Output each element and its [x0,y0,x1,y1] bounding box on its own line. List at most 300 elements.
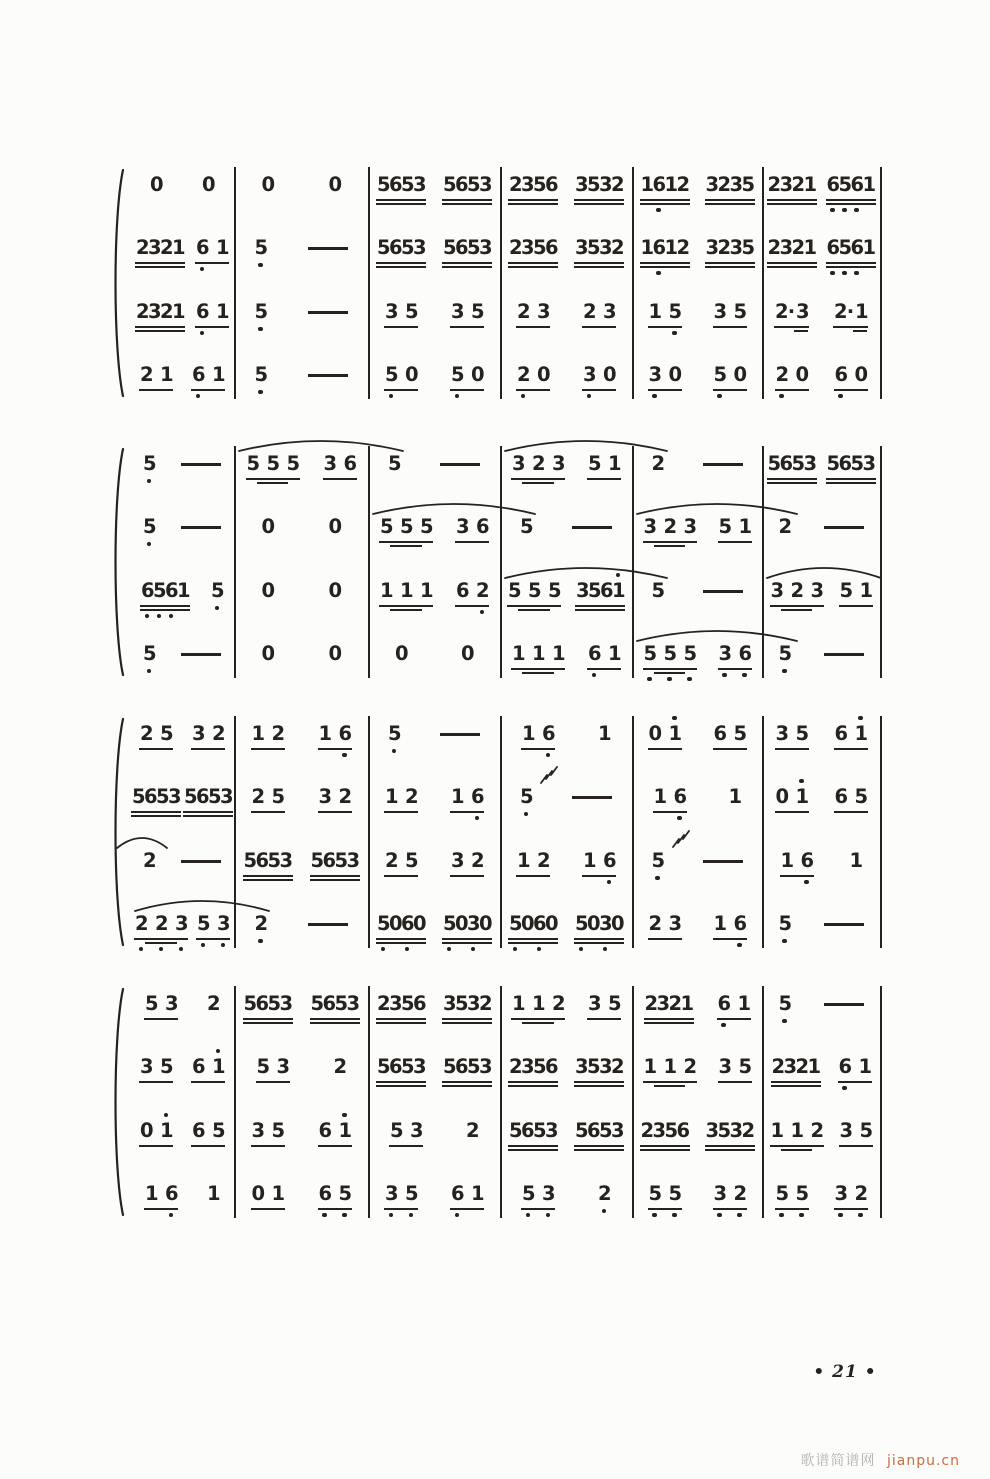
note-digit: 1 [738,515,753,538]
duration-dash [824,642,864,666]
note-digit: 6 [713,722,728,745]
beat-group [522,722,554,746]
duration-dash [824,912,864,936]
slur-tie-arc [134,896,270,912]
note-digit: 2 [509,236,523,259]
beam-underline [450,811,484,813]
beam-underline [574,1149,624,1151]
note-digit: 6 [676,1119,691,1142]
beam-underline [134,938,188,940]
dash-line [824,923,864,926]
note-digit: 5 [741,173,756,196]
beam-underline [251,811,285,813]
note-digit: 3 [810,579,825,602]
note-digit: 5 [243,992,258,1015]
beat-group [319,1182,351,1206]
beat-group [775,300,808,324]
octave-dot-below [471,947,475,951]
note-digit: 0 [140,1119,154,1142]
watermark-site-name: 歌谱简谱网 [800,1453,876,1469]
beat-group [244,992,292,1016]
note-digit: 3 [479,173,493,196]
measure [130,722,234,746]
note-digit: 6 [476,515,490,538]
beat-group [211,579,223,603]
measure [368,300,500,324]
beat-group [652,849,664,873]
note-digit: 5 [400,515,414,538]
note-digit: 5 [588,452,602,475]
beam-underline [246,478,300,480]
beam-underline [389,1145,423,1147]
measure [762,785,880,809]
beat-group [641,236,689,260]
note-digit: 6 [587,1119,601,1142]
note-digit: 3 [148,236,162,259]
beam-underline [826,482,876,484]
measure [130,300,234,324]
octave-dot-below [717,1213,721,1217]
note-digit: 5 [211,579,223,603]
beat-group [319,785,351,809]
octave-dot-below [830,271,834,275]
octave-dot-below [842,1086,846,1090]
note-digit: 2 [160,236,174,259]
beat-group [145,1182,177,1206]
note-digit: 5 [717,1119,732,1142]
note-digit: 6 [165,579,177,603]
octave-dot-below [656,208,660,212]
beat-group [197,912,229,936]
beam-underline [648,748,682,750]
octave-dot-below [169,1213,173,1217]
note-digit: 2 [405,785,419,808]
note-digit: 1 [612,579,624,603]
note-digit: 6 [255,992,270,1015]
measure [762,642,880,666]
measure [500,785,632,809]
octave-dot-above [672,716,676,720]
barline [880,446,882,678]
measure [130,642,234,666]
measure [500,173,632,197]
octave-dot-below [782,669,786,673]
note-digit: 5 [791,452,806,475]
dash-line [824,526,864,529]
beam-underline [781,609,812,611]
note-digit: 5 [197,912,209,936]
note-digit: 0 [471,363,485,386]
dash-line [572,526,612,529]
note-digit: 3 [611,1119,625,1142]
beat-group [207,1182,219,1206]
note-digit: 2 [212,722,226,745]
beat-group [776,785,808,809]
beam-underline [442,1022,492,1024]
note-digit: 2 [611,173,625,196]
beam-underline [770,1145,824,1147]
beam-underline [508,938,558,940]
beat-group [768,452,816,476]
octave-dot-below [409,1213,413,1217]
octave-dot-below [537,947,541,951]
note-digit: 5 [286,452,301,475]
note-digit: 3 [649,363,661,387]
measure [234,452,368,476]
measure [368,1119,500,1143]
note-digit: 1 [212,363,226,386]
duration-dash [308,912,348,936]
note-digit: 3 [775,722,790,745]
note-digit: 0 [775,785,790,808]
note-digit: 5 [684,642,696,666]
beam-underline [195,326,229,328]
measure [368,912,500,936]
note-digit: 1 [648,300,663,323]
note-digit: 3 [779,236,794,259]
note-digit: 2 [583,300,597,323]
note-digit: 5 [390,1119,404,1142]
beat-group [329,579,341,603]
note-digit: 5 [520,785,532,809]
measure [762,992,880,1016]
note-digit: 1 [780,849,795,872]
beam-underline [318,1145,352,1147]
beat-group [192,1055,224,1079]
note-digit: 1 [271,1182,286,1205]
beat-group [583,363,615,387]
beam-underline [794,330,808,332]
note-digit: 2 [776,363,788,387]
note-digit: 1 [796,785,808,809]
note-digit: 5 [796,1182,808,1206]
octave-dot-below [147,542,151,546]
note-digit: 3 [346,849,361,872]
note-digit: 3 [652,1119,667,1142]
note-digit: 5 [776,1182,788,1206]
note-digit: 6 [389,236,403,259]
beam-underline [705,199,755,201]
beam-underline [705,262,755,264]
beam-underline [767,266,817,268]
beat-group [835,1182,867,1206]
note-digit: 2 [160,300,174,323]
beam-underline [243,1022,293,1024]
measure [234,1055,368,1079]
beat-group [456,515,488,539]
music-system-1 [130,173,880,405]
octave-dot-below [258,939,262,943]
measure [632,515,762,539]
note-digit: 3 [545,1119,559,1142]
note-digit: 6 [196,236,208,260]
note-digit: 5 [779,992,791,1016]
beat-group [517,300,549,324]
note-digit: 1 [172,300,186,323]
note-digit: 5 [669,1182,681,1206]
beam-underline [643,1081,697,1083]
note-digit: 6 [674,785,686,809]
beam-underline [251,1145,285,1147]
beat-group [714,300,746,324]
note-digit: 5 [733,722,748,745]
beam-underline [718,541,752,543]
beat-group [385,1182,417,1206]
beam-underline [574,203,624,205]
beat-group [840,579,872,603]
note-digit: 3 [705,236,720,259]
beam-underline [195,262,229,264]
beat-group [377,173,425,197]
beat-group [771,1119,823,1143]
octave-dot-below [258,327,262,331]
octave-dot-below [603,947,607,951]
beam-underline [442,262,492,264]
beam-underline [771,1085,821,1087]
note-digit: 1 [859,579,874,602]
note-digit: 3 [148,300,162,323]
note-digit: 6 [255,849,270,872]
beat-group [385,300,417,324]
note-digit: 5 [405,300,419,323]
slur-tie-arc [766,563,882,579]
note-digit: 3 [862,452,877,475]
note-digit: 6 [734,912,746,936]
note-digit: 5 [443,236,457,259]
note-digit: 3 [318,785,333,808]
beam-underline [516,875,550,877]
octave-dot-below [221,943,225,947]
note-digit: 3 [279,992,294,1015]
note-digit: 5 [839,236,851,260]
beat-group [262,579,274,603]
beat-group [252,1182,284,1206]
beam-underline [139,1145,173,1147]
note-digit: 3 [643,515,658,538]
tremolo-mark [671,830,695,848]
octave-dot-below [179,947,183,951]
note-digit: 3 [413,173,427,196]
beam-underline [522,672,553,674]
octave-dot-below [392,749,396,753]
measure [130,1182,234,1206]
beam-underline [379,605,433,607]
octave-dot-below [405,947,409,951]
beat-group [150,173,162,197]
measure [368,363,500,387]
octave-dot-below [672,331,676,335]
note-digit: 2 [741,1119,756,1142]
beam-underline [140,605,190,607]
measure [500,992,632,1016]
beat-group [143,849,155,873]
note-digit: 5 [854,785,869,808]
beam-underline [648,938,682,940]
beat-group [451,300,483,324]
note-digit: 5 [588,579,602,602]
octave-dot-below [215,606,219,610]
note-digit: 3 [521,173,535,196]
note-digit: 2 [338,785,353,808]
note-digit: 5 [271,1119,286,1142]
beam-underline [718,668,752,670]
note-digit: 5 [443,1055,457,1078]
beat-group [252,785,284,809]
octave-dot-below [838,394,842,398]
octave-dot-below [258,263,262,267]
note-digit: 1 [380,579,394,602]
note-digit: 5 [767,452,782,475]
note-digit: 5 [795,722,810,745]
beat-group [575,173,623,197]
beam-underline [767,203,817,205]
beat-group [140,363,172,387]
note-digit: 5 [533,236,547,259]
note-digit: 6 [456,579,470,602]
system-brace [110,167,125,399]
note-digit: 3 [779,173,794,196]
note-digit: 6 [600,579,614,602]
octave-dot-below [455,1213,459,1217]
beam-underline [775,811,809,813]
note-digit: 5 [443,912,455,936]
beam-underline [140,609,190,611]
octave-dot-below [854,208,858,212]
note-digit: 3 [175,912,187,936]
beam-underline [522,1022,553,1024]
measure [632,1055,762,1079]
octave-dot-below [799,1213,803,1217]
beat-group [598,722,610,746]
beat-group [388,452,400,476]
slur-tie-arc [238,436,404,452]
note-digit: 2 [717,173,732,196]
note-digit: 1 [216,236,230,259]
system-brace [110,986,125,1218]
beat-group [509,173,557,197]
beat-group [714,912,746,936]
beam-underline [442,1085,492,1087]
note-digit: 6 [322,849,337,872]
note-digit: 1 [598,722,612,745]
note-digit: 3 [276,1055,291,1078]
beam-underline [376,262,426,264]
beam-underline [442,938,492,940]
note-digit: 5 [669,300,681,324]
note-digit: 2 [717,236,732,259]
octave-dot-above [342,1113,346,1117]
note-digit: 3 [451,849,465,872]
beat-group [779,515,791,539]
note-digit: 6 [192,363,204,387]
note-digit: 5 [401,173,415,196]
note-digit: 1 [770,1119,785,1142]
note-digit: 0 [202,173,216,196]
note-digit: 0 [150,173,164,196]
beat-group [244,849,292,873]
note-digit: 5 [334,849,349,872]
note-digit: 2 [791,173,806,196]
beat-group [649,363,681,387]
octave-dot-below [201,943,205,947]
beat-group [196,300,228,324]
note-digit: 6 [471,785,483,809]
measure [234,1119,368,1143]
beat-group [779,912,791,936]
note-digit: 3 [512,452,526,475]
note-digit: 3 [192,722,206,745]
beat-group [583,849,615,873]
note-digit: 1 [608,642,622,665]
beat-group [776,1182,808,1206]
beam-underline [640,1149,690,1151]
slur-tie-arc [116,833,168,849]
measure [130,849,234,873]
beam-underline [521,1208,555,1210]
beat-group [588,642,620,666]
beam-underline [582,389,616,391]
note-digit: 3 [576,579,590,602]
note-digit: 2 [271,722,286,745]
beat-group [827,452,875,476]
duration-dash [181,515,221,539]
measure [762,236,880,260]
note-digit: 5 [339,1182,351,1206]
measure [500,363,632,387]
note-digit: 5 [267,992,282,1015]
note-digit: 5 [405,1182,417,1206]
beat-group [324,452,356,476]
note-digit: 1 [728,785,743,808]
note-digit: 5 [839,173,851,197]
beat-group [835,722,867,746]
beam-underline [575,605,625,607]
beat-group [508,579,560,603]
beat-group [143,452,155,476]
measure [234,992,368,1016]
note-digit: 5 [377,173,391,196]
beat-group [771,579,823,603]
note-digit: 5 [184,785,198,808]
measure [130,992,234,1016]
octave-dot-below [200,267,204,271]
beat-group [827,236,875,260]
note-digit: 5 [548,579,562,602]
note-digit: 3 [479,236,493,259]
beam-underline [442,942,492,944]
beam-underline [582,326,616,328]
dash-line [308,374,348,377]
beam-underline [640,203,690,205]
beam-underline [574,262,624,264]
measure [500,515,632,539]
note-digit: 1 [583,849,597,872]
note-digit: 6 [401,912,413,936]
beam-underline [310,879,360,881]
note-digit: 2 [207,992,221,1015]
beam-underline [243,1018,293,1020]
note-digit: 5 [850,452,865,475]
note-digit: 5 [385,363,397,387]
beat-group [262,173,274,197]
octave-dot-below [667,677,671,681]
note-digit: 0 [603,363,617,386]
measure [762,849,880,873]
note-digit: 6 [144,785,158,808]
note-digit: 6 [653,236,665,260]
octave-dot-below [145,614,149,618]
note-digit: 2 [135,912,147,936]
